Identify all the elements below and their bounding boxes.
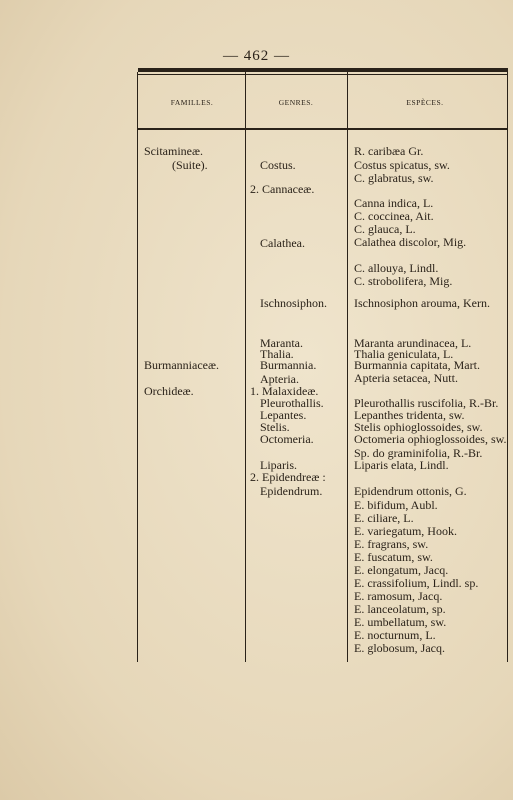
page-number: — 462 — bbox=[223, 48, 290, 64]
family-name: Scitamineæ. bbox=[144, 144, 203, 158]
species-name: Ischnosiphon arouma, Kern. bbox=[354, 296, 490, 310]
column-divider bbox=[347, 72, 348, 662]
species-name: Calathea discolor, Mig. bbox=[354, 235, 467, 249]
species-name: Maranta arundinacea, L. bbox=[354, 336, 472, 350]
species-name: Lepanthes tridenta, sw. bbox=[354, 408, 465, 422]
genus-name: Epidendrum. bbox=[260, 484, 323, 498]
species-name: C. strobolifera, Mig. bbox=[354, 274, 453, 288]
species-name: Canna indica, L. bbox=[354, 196, 434, 210]
genus-name: Liparis. bbox=[260, 458, 297, 472]
genus-name: Stelis. bbox=[260, 420, 290, 434]
species-name: E. fuscatum, sw. bbox=[354, 550, 433, 564]
genus-name: Apteria. bbox=[260, 372, 299, 386]
species-name: Apteria setacea, Nutt. bbox=[354, 371, 458, 385]
species-name: Octomeria ophioglossoides, sw. bbox=[354, 432, 507, 446]
genus-group: 2. Cannaceæ. bbox=[250, 182, 315, 196]
genus-name: Costus. bbox=[260, 158, 296, 172]
species-name: E. crassifolium, Lindl. sp. bbox=[354, 576, 479, 590]
column-divider bbox=[137, 72, 138, 662]
species-name: Costus spicatus, sw. bbox=[354, 158, 450, 172]
top-rule-thin bbox=[138, 74, 508, 75]
header-rule bbox=[138, 128, 508, 130]
column-divider bbox=[507, 72, 508, 662]
genus-name: Pleurothallis. bbox=[260, 396, 324, 410]
genus-name: Thalia. bbox=[260, 347, 294, 361]
species-name: E. variegatum, Hook. bbox=[354, 524, 457, 538]
species-name: Burmannia capitata, Mart. bbox=[354, 358, 480, 372]
genus-name: Octomeria. bbox=[260, 432, 314, 446]
species-name: Epidendrum ottonis, G. bbox=[354, 484, 467, 498]
genus-name: Ischnosiphon. bbox=[260, 296, 327, 310]
genus-name: Burmannia. bbox=[260, 358, 317, 372]
family-note: (Suite). bbox=[172, 158, 208, 172]
species-name: E. nocturnum, L. bbox=[354, 628, 436, 642]
species-name: R. caribæa Gr. bbox=[354, 144, 424, 158]
species-name: E. ramosum, Jacq. bbox=[354, 589, 443, 603]
species-name: C. glauca, L. bbox=[354, 222, 416, 236]
species-name: C. coccinea, Ait. bbox=[354, 209, 434, 223]
genus-group: 1. Malaxideæ. bbox=[250, 384, 319, 398]
genus-name: Calathea. bbox=[260, 236, 305, 250]
species-name: C. allouya, Lindl. bbox=[354, 261, 439, 275]
family-name: Orchideæ. bbox=[144, 384, 194, 398]
species-name: E. ciliare, L. bbox=[354, 511, 414, 525]
column-divider bbox=[245, 72, 246, 662]
species-name: Stelis ophioglossoides, sw. bbox=[354, 420, 483, 434]
column-header-especes: ESPÈCES. bbox=[406, 98, 444, 107]
column-header-familles: FAMILLES. bbox=[170, 98, 214, 107]
genus-group: 2. Epidendreæ : bbox=[250, 470, 326, 484]
species-name: E. fragrans, sw. bbox=[354, 537, 429, 551]
species-name: E. globosum, Jacq. bbox=[354, 641, 445, 655]
species-name: Liparis elata, Lindl. bbox=[354, 458, 449, 472]
family-name: Burmanniaceæ. bbox=[144, 358, 219, 372]
species-name: Thalia geniculata, L. bbox=[354, 347, 454, 361]
species-name: E. umbellatum, sw. bbox=[354, 615, 447, 629]
genus-name: Lepantes. bbox=[260, 408, 307, 422]
species-name: Pleurothallis ruscifolia, R.-Br. bbox=[354, 396, 499, 410]
column-header-genres: GENRES. bbox=[278, 98, 314, 107]
species-name: E. elongatum, Jacq. bbox=[354, 563, 449, 577]
top-rule bbox=[138, 68, 508, 72]
species-name: Sp. do graminifolia, R.-Br. bbox=[354, 446, 483, 460]
species-name: E. bifidum, Aubl. bbox=[354, 498, 438, 512]
species-name: E. lanceolatum, sp. bbox=[354, 602, 446, 616]
genus-name: Maranta. bbox=[260, 336, 303, 350]
species-name: C. glabratus, sw. bbox=[354, 171, 434, 185]
